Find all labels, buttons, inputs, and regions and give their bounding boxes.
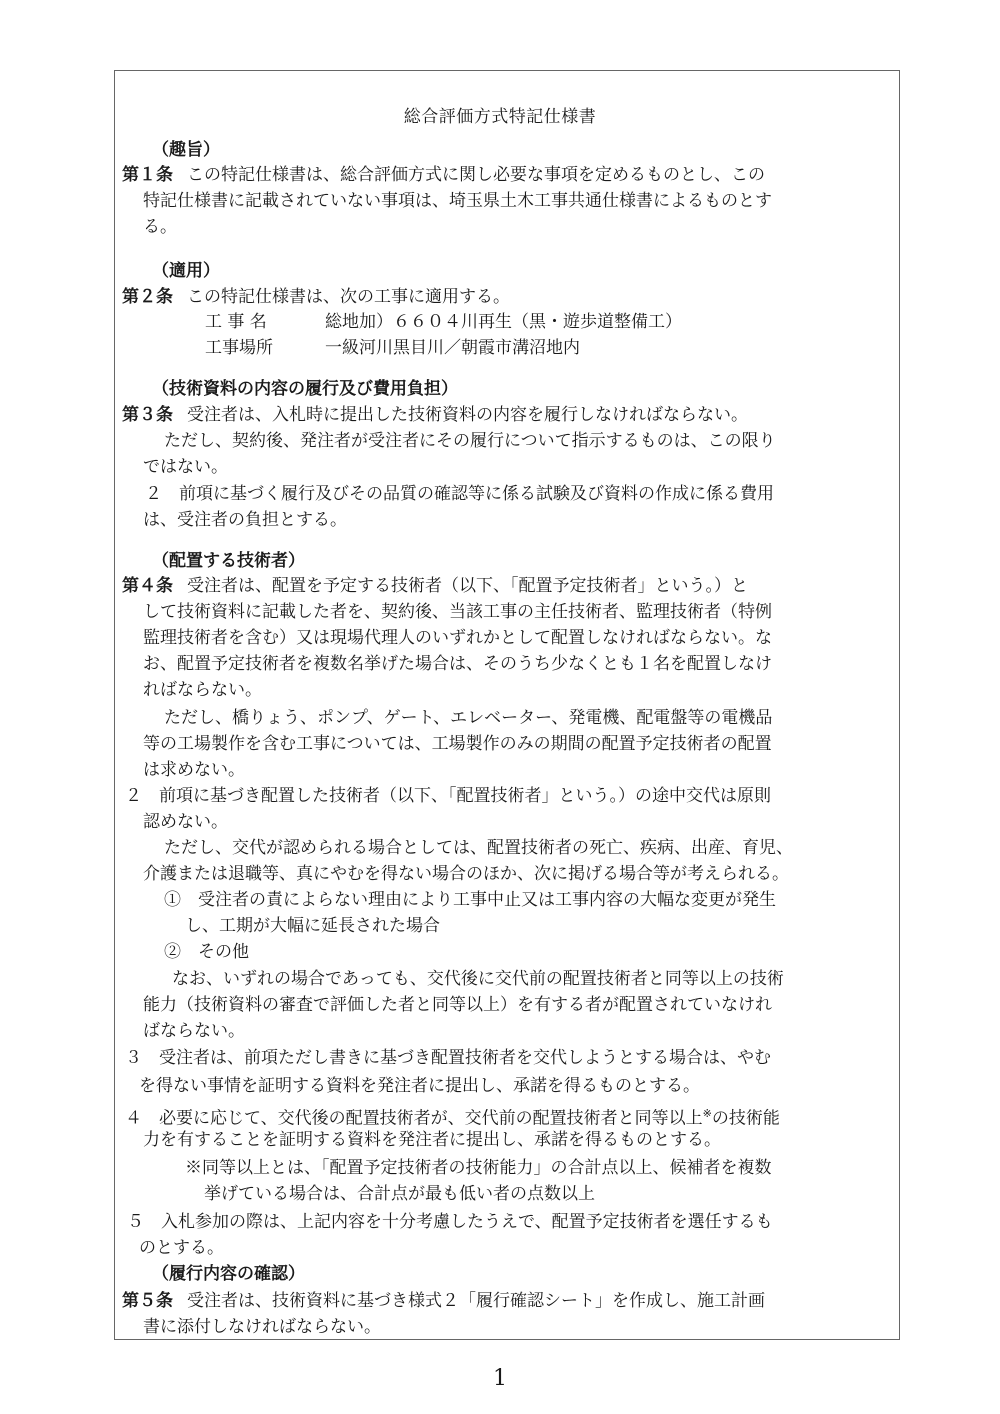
article-4-line-26: のとする。 <box>139 1238 224 1258</box>
article-2-text-1: この特記仕様書は、次の工事に適用する。 <box>187 287 510 307</box>
article-4-text-1: 受注者は、配置を予定する技術者（以下、「配置予定技術者」という。）と <box>187 576 748 596</box>
article-4-note-line-1: ※同等以上とは、「配置予定技術者の技術能力」の合計点以上、候補者を複数 <box>185 1158 772 1178</box>
note-mark: ※ <box>702 1107 712 1120</box>
article-4-line-18: ばならない。 <box>143 1021 245 1041</box>
article-5-line-1 <box>122 1289 765 1313</box>
article-1-line-2: 特記仕様書に記載されていない事項は、埼玉県土木工事共通仕様書によるものとす <box>143 191 772 211</box>
article-4-line-8: は求めない。 <box>143 760 245 780</box>
article-5-text-1: 受注者は、技術資料に基づき様式２「履行確認シート」を作成し、施工計画 <box>187 1291 765 1311</box>
article-4-line-16: なお、いずれの場合であっても、交代後に交代前の配置技術者と同等以上の技術 <box>172 969 784 989</box>
article-4-line-21 <box>125 1102 780 1131</box>
article-4-line-5: ればならない。 <box>143 680 262 700</box>
construction-name-row <box>205 310 682 334</box>
article-4-text-21b: の技術能 <box>711 1108 780 1129</box>
article-3-line-3: ではない。 <box>143 457 228 477</box>
article-4-line-10: 認めない。 <box>143 812 228 832</box>
article-4-heading: （配置する技術者） <box>152 551 305 571</box>
article-1-heading: （趣旨） <box>152 140 220 160</box>
article-1-line-3: る。 <box>143 217 177 237</box>
article-1-line-1 <box>122 163 765 187</box>
article-1-text-1: この特記仕様書は、総合評価方式に関し必要な事項を定めるものとし、この <box>187 165 765 185</box>
article-4-line-7: 等の工場製作を含む工事については、工場製作のみの期間の配置予定技術者の配置 <box>143 734 772 754</box>
article-3-label: 第３条 <box>122 405 173 425</box>
article-4-label: 第４条 <box>122 576 173 596</box>
article-4-line-2: して技術資料に記載した者を、契約後、当該工事の主任技術者、監理技術者（特例 <box>143 602 772 622</box>
construction-name-value: 総地加）６６０４川再生（黒・遊歩道整備工） <box>325 312 682 332</box>
article-4-line-11: ただし、交代が認められる場合としては、配置技術者の死亡、疾病、出産、育児、 <box>164 838 793 858</box>
article-3-heading: （技術資料の内容の履行及び費用負担） <box>152 379 458 399</box>
article-2-line-1 <box>122 285 510 309</box>
article-2-label: 第２条 <box>122 287 173 307</box>
article-3-line-5: は、受注者の負担とする。 <box>143 510 347 530</box>
article-4-line-12: 介護または退職等、真にやむを得ない場合のほか、次に掲げる場合等が考えられる。 <box>143 864 789 884</box>
construction-name-label: 工 事 名 <box>205 312 267 332</box>
article-4-line-22: 力を有することを証明する資料を発注者に提出し、承諾を得るものとする。 <box>143 1130 721 1150</box>
article-4-line-19: ３ 受注者は、前項ただし書きに基づき配置技術者を交代しようとする場合は、やむ <box>125 1048 771 1068</box>
article-4-line-15: ② その他 <box>164 942 249 962</box>
article-5-line-2: 書に添付しなければならない。 <box>143 1317 381 1337</box>
article-3-line-4: ２ 前項に基づく履行及びその品質の確認等に係る試験及び資料の作成に係る費用 <box>145 484 774 504</box>
article-4-line-17: 能力（技術資料の審査で評価した者と同等以上）を有する者が配置されていなけれ <box>143 995 772 1015</box>
article-4-line-1 <box>122 574 748 598</box>
article-4-line-9: ２ 前項に基づき配置した技術者（以下、「配置技術者」という。）の途中交代は原則 <box>125 786 771 806</box>
article-4-note-line-2: 挙げている場合は、合計点が最も低い者の点数以上 <box>204 1184 595 1204</box>
page-number: 1 <box>493 1366 507 1391</box>
article-5-heading: （履行内容の確認） <box>152 1264 305 1284</box>
article-4-line-20: を得ない事情を証明する資料を発注者に提出し、承諾を得るものとする。 <box>139 1076 700 1096</box>
article-5-label: 第５条 <box>122 1291 173 1311</box>
article-3-line-2: ただし、契約後、発注者が受注者にその履行について指示するものは、この限り <box>164 431 776 451</box>
article-3-line-1 <box>122 403 748 427</box>
article-4-line-3: 監理技術者を含む）又は現場代理人のいずれかとして配置しなければならない。な <box>143 628 772 648</box>
article-1-label: 第１条 <box>122 165 173 185</box>
construction-site-label: 工事場所 <box>205 338 273 358</box>
article-4-line-25: ５ 入札参加の際は、上記内容を十分考慮したうえで、配置予定技術者を選任するも <box>127 1212 773 1232</box>
article-2-heading: （適用） <box>152 261 220 281</box>
article-4-line-14: し、工期が大幅に延長された場合 <box>185 916 440 936</box>
article-4-text-21a: ４ 必要に応じて、交代後の配置技術者が、交代前の配置技術者と同等以上 <box>125 1108 703 1129</box>
construction-site-value: 一級河川黒目川／朝霞市溝沼地内 <box>325 338 580 358</box>
article-4-line-6: ただし、橋りょう、ポンプ、ゲート、エレベーター、発電機、配電盤等の電機品 <box>164 708 773 728</box>
document-title: 総合評価方式特記仕様書 <box>403 107 597 127</box>
article-3-text-1: 受注者は、入札時に提出した技術資料の内容を履行しなければならない。 <box>187 405 748 425</box>
article-4-line-13: ① 受注者の責によらない理由により工事中止又は工事内容の大幅な変更が発生 <box>164 890 776 910</box>
article-4-line-4: お、配置予定技術者を複数名挙げた場合は、そのうち少なくとも１名を配置しなけ <box>143 654 772 674</box>
construction-site-row <box>205 336 580 360</box>
